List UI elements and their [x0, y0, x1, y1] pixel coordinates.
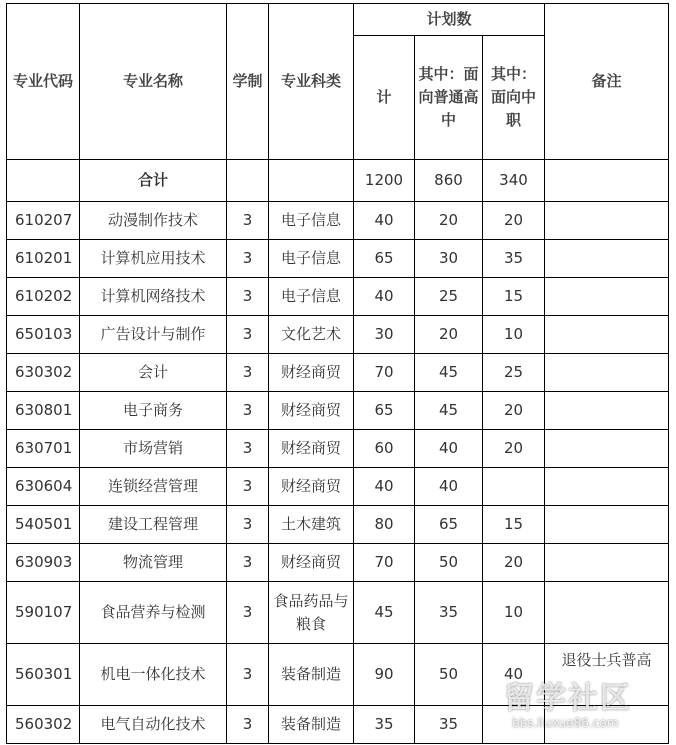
- cell-note: [545, 582, 669, 644]
- header-total: 计: [354, 36, 415, 160]
- cell-category: 装备制造: [269, 706, 354, 744]
- cell-general: 35: [415, 582, 483, 644]
- cell-years: 3: [227, 240, 269, 278]
- cell-general: 40: [415, 430, 483, 468]
- cell-general: 45: [415, 354, 483, 392]
- cell-total: 40: [354, 202, 415, 240]
- cell-general: 35: [415, 706, 483, 744]
- cell-name: 建设工程管理: [80, 506, 227, 544]
- cell-general: 30: [415, 240, 483, 278]
- cell-vocational: 15: [483, 278, 545, 316]
- table-row: [7, 392, 669, 430]
- cell-note: [545, 240, 669, 278]
- cell-note: [545, 430, 669, 468]
- cell-code: 630801: [7, 392, 80, 430]
- cell-note: [545, 392, 669, 430]
- summary-general: 860: [415, 160, 483, 202]
- cell-name: 动漫制作技术: [80, 202, 227, 240]
- header-general: 其中：面向普通高中: [415, 36, 483, 160]
- table-row: [7, 278, 669, 316]
- table-row: [7, 582, 669, 644]
- cell-years: 3: [227, 392, 269, 430]
- cell-code: 610207: [7, 202, 80, 240]
- summary-category: [269, 160, 354, 202]
- cell-name: 会计: [80, 354, 227, 392]
- cell-vocational: [483, 468, 545, 506]
- cell-total: 65: [354, 240, 415, 278]
- cell-category: 电子信息: [269, 240, 354, 278]
- summary-years: [227, 160, 269, 202]
- cell-years: 3: [227, 468, 269, 506]
- cell-name: 物流管理: [80, 544, 227, 582]
- cell-code: 630903: [7, 544, 80, 582]
- cell-general: 50: [415, 644, 483, 706]
- cell-general: 25: [415, 278, 483, 316]
- cell-total: 70: [354, 544, 415, 582]
- cell-general: 40: [415, 468, 483, 506]
- header-name: 专业名称: [80, 4, 227, 160]
- cell-vocational: 20: [483, 430, 545, 468]
- cell-category: 财经商贸: [269, 392, 354, 430]
- cell-general: 20: [415, 202, 483, 240]
- header-row: [7, 4, 669, 36]
- header-vocational: 其中：面向中职: [483, 36, 545, 160]
- cell-general: 65: [415, 506, 483, 544]
- cell-note: [545, 354, 669, 392]
- watermark-logo-text: 留学社区: [504, 681, 632, 716]
- cell-years: 3: [227, 582, 269, 644]
- cell-code: 610202: [7, 278, 80, 316]
- cell-category: 电子信息: [269, 278, 354, 316]
- cell-category: 食品药品与粮食: [269, 582, 354, 644]
- cell-total: 90: [354, 644, 415, 706]
- cell-name: 机电一体化技术: [80, 644, 227, 706]
- cell-code: 630701: [7, 430, 80, 468]
- cell-category: 财经商贸: [269, 544, 354, 582]
- header-category: 专业科类: [269, 4, 354, 160]
- cell-vocational: 10: [483, 316, 545, 354]
- table-row: [7, 240, 669, 278]
- header-code: 专业代码: [7, 4, 80, 160]
- cell-vocational: 40: [483, 644, 545, 706]
- cell-name: 计算机网络技术: [80, 278, 227, 316]
- cell-years: 3: [227, 544, 269, 582]
- summary-note: [545, 160, 669, 202]
- cell-years: 3: [227, 430, 269, 468]
- header-plan: 计划数: [354, 4, 545, 36]
- cell-category: 土木建筑: [269, 506, 354, 544]
- cell-general: 50: [415, 544, 483, 582]
- cell-note: 退役士兵普高: [545, 644, 669, 706]
- cell-total: 40: [354, 468, 415, 506]
- cell-total: 30: [354, 316, 415, 354]
- cell-general: 20: [415, 316, 483, 354]
- cell-total: 60: [354, 430, 415, 468]
- cell-code: 560301: [7, 644, 80, 706]
- enrollment-plan-table: [6, 3, 669, 744]
- cell-vocational: 35: [483, 240, 545, 278]
- summary-total: 1200: [354, 160, 415, 202]
- cell-category: 财经商贸: [269, 430, 354, 468]
- cell-category: 装备制造: [269, 644, 354, 706]
- cell-code: 540501: [7, 506, 80, 544]
- cell-code: 590107: [7, 582, 80, 644]
- cell-years: 3: [227, 278, 269, 316]
- cell-category: 财经商贸: [269, 354, 354, 392]
- cell-code: 560302: [7, 706, 80, 744]
- table-row: [7, 202, 669, 240]
- cell-total: 65: [354, 392, 415, 430]
- cell-name: 计算机应用技术: [80, 240, 227, 278]
- cell-vocational: 25: [483, 354, 545, 392]
- table-row: [7, 506, 669, 544]
- summary-row: [7, 160, 669, 202]
- cell-name: 连锁经营管理: [80, 468, 227, 506]
- cell-category: 文化艺术: [269, 316, 354, 354]
- cell-vocational: 20: [483, 392, 545, 430]
- cell-name: 电子商务: [80, 392, 227, 430]
- cell-note: [545, 202, 669, 240]
- cell-total: 80: [354, 506, 415, 544]
- table-row: [7, 644, 669, 706]
- cell-vocational: [483, 706, 545, 744]
- cell-years: 3: [227, 644, 269, 706]
- summary-label: 合计: [80, 160, 227, 202]
- cell-vocational: 10: [483, 582, 545, 644]
- summary-vocational: 340: [483, 160, 545, 202]
- cell-name: 食品营养与检测: [80, 582, 227, 644]
- header-years: 学制: [227, 4, 269, 160]
- table-row: [7, 316, 669, 354]
- table-row: [7, 706, 669, 744]
- table-row: [7, 468, 669, 506]
- cell-note: [545, 468, 669, 506]
- cell-note: [545, 506, 669, 544]
- cell-note: [545, 706, 669, 744]
- table-row: [7, 354, 669, 392]
- cell-total: 45: [354, 582, 415, 644]
- cell-code: 610201: [7, 240, 80, 278]
- cell-years: 3: [227, 202, 269, 240]
- cell-note: [545, 544, 669, 582]
- cell-name: 广告设计与制作: [80, 316, 227, 354]
- cell-code: 630604: [7, 468, 80, 506]
- cell-total: 35: [354, 706, 415, 744]
- summary-code: [7, 160, 80, 202]
- cell-name: 市场营销: [80, 430, 227, 468]
- cell-vocational: 20: [483, 544, 545, 582]
- cell-category: 财经商贸: [269, 468, 354, 506]
- cell-name: 电气自动化技术: [80, 706, 227, 744]
- cell-note: [545, 278, 669, 316]
- cell-total: 40: [354, 278, 415, 316]
- cell-years: 3: [227, 316, 269, 354]
- data-rows: [7, 202, 669, 744]
- cell-note: [545, 316, 669, 354]
- table-row: [7, 544, 669, 582]
- cell-general: 45: [415, 392, 483, 430]
- cell-total: 70: [354, 354, 415, 392]
- cell-vocational: 20: [483, 202, 545, 240]
- cell-years: 3: [227, 506, 269, 544]
- cell-code: 650103: [7, 316, 80, 354]
- cell-category: 电子信息: [269, 202, 354, 240]
- cell-years: 3: [227, 354, 269, 392]
- cell-code: 630302: [7, 354, 80, 392]
- cell-years: 3: [227, 706, 269, 744]
- header-remarks: 备注: [545, 4, 669, 160]
- cell-vocational: 15: [483, 506, 545, 544]
- watermark-url: bbs.liuxue86.com: [512, 716, 619, 730]
- table-row: [7, 430, 669, 468]
